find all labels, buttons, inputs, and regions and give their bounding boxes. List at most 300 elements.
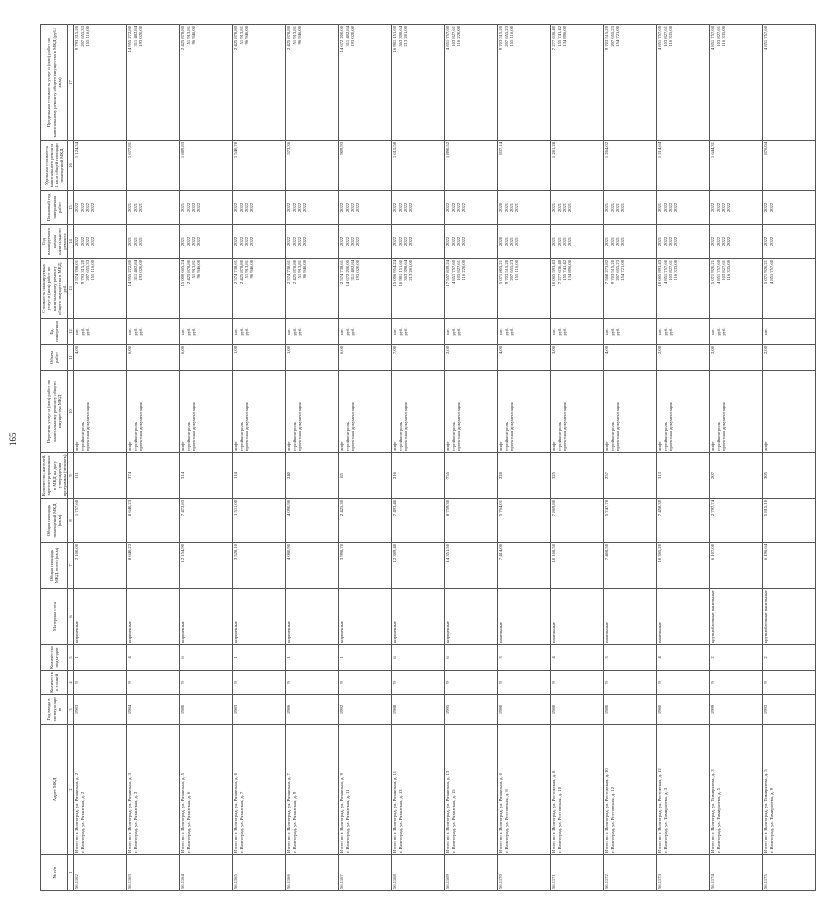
cell-line: 1986 bbox=[286, 704, 292, 715]
wall-material bbox=[763, 589, 816, 645]
cell-line: Итого по г. Волгоград, ул. Рязанская, д. 13 bbox=[445, 770, 451, 853]
cell-line: 10 365,20 bbox=[657, 544, 663, 563]
cell-line: лифт bbox=[392, 441, 398, 451]
cell-line: 1 bbox=[233, 656, 239, 659]
table-row bbox=[233, 25, 286, 891]
cell-line: 7,00 bbox=[392, 346, 398, 355]
floor-count bbox=[498, 671, 551, 695]
cell-line: 2022 bbox=[726, 202, 732, 213]
cell-line: лифт bbox=[127, 441, 133, 451]
floor-count bbox=[286, 671, 339, 695]
column-number: 15 bbox=[68, 191, 74, 225]
row-address bbox=[657, 725, 710, 855]
cost-list bbox=[339, 259, 392, 319]
cell-line: г. Волгоград, ул. Рязанская, д. 9 bbox=[291, 791, 297, 853]
wall-material bbox=[233, 589, 286, 645]
wall-material bbox=[74, 589, 127, 645]
cell-line: шт. bbox=[445, 328, 451, 335]
table-header-row bbox=[41, 25, 68, 891]
cell-line: 4 bbox=[657, 656, 663, 659]
cell-line: 363 398,64 bbox=[397, 26, 403, 47]
floor-count bbox=[763, 671, 816, 695]
cell-line: 4,00 bbox=[74, 346, 80, 355]
row-address bbox=[286, 725, 339, 855]
cell-line: стройконтроль bbox=[291, 422, 297, 451]
cell-line: 6 107,00 bbox=[710, 544, 716, 561]
total-area bbox=[445, 543, 498, 589]
cell-line: руб. bbox=[350, 327, 356, 336]
cell-line: 56.1162 bbox=[74, 874, 80, 889]
cell-line: лифт bbox=[551, 441, 557, 451]
total-area bbox=[763, 543, 816, 589]
cell-line: г. Волгоград, ул. Тимирязева, д. 3 bbox=[662, 787, 668, 853]
work-volume bbox=[763, 345, 816, 371]
cell-line: г. Волгоград, ул. Рязанская, д. 15 bbox=[450, 789, 456, 853]
table-row bbox=[286, 25, 339, 891]
cell-line: стройконтроль bbox=[609, 422, 615, 451]
cell-line: 2022 bbox=[397, 236, 403, 247]
cell-line: 56.1175 bbox=[763, 874, 769, 889]
cell-line: стройконтроль bbox=[397, 422, 403, 451]
cell-line: кирпичные bbox=[233, 621, 239, 643]
commission-year bbox=[286, 695, 339, 725]
cell-line: 56.1167 bbox=[339, 874, 345, 889]
cell-line: 2022 bbox=[662, 202, 668, 213]
cell-line: 6 196,64 bbox=[763, 544, 769, 561]
cell-line: 2021 bbox=[503, 236, 509, 247]
cost-list bbox=[710, 259, 763, 319]
total-area bbox=[74, 543, 127, 589]
cell-line: проектная документация bbox=[456, 402, 462, 451]
cell-line: 2 574 738,61 bbox=[339, 260, 345, 285]
end-year-list bbox=[339, 191, 392, 225]
start-year-list bbox=[339, 225, 392, 259]
cell-line: г. Волгоград, ул. Тимирязева, д. 5 bbox=[715, 787, 721, 853]
cell-line: 1,00 bbox=[286, 346, 292, 355]
cell-line: руб. bbox=[715, 327, 721, 336]
entrance-count bbox=[445, 645, 498, 671]
cell-line: 2022 bbox=[350, 202, 356, 213]
cell-line: 9 bbox=[657, 681, 663, 684]
specific-cost bbox=[710, 141, 763, 191]
cell-line: 837,14 bbox=[498, 142, 504, 155]
cell-line: стройконтроль bbox=[450, 422, 456, 451]
cell-line: 2022 bbox=[185, 236, 191, 247]
unit-list bbox=[445, 319, 498, 345]
cell-line: 2022 bbox=[673, 236, 679, 247]
limit-cost-list bbox=[180, 25, 233, 141]
cell-line: 2022 bbox=[74, 236, 80, 247]
cell-line: 56.1171 bbox=[551, 874, 557, 889]
cell-line: крупноблочные панельные bbox=[710, 590, 716, 643]
cell-line: 207 bbox=[710, 472, 716, 479]
start-year-list bbox=[180, 225, 233, 259]
cell-line: 2 425 878,80 bbox=[291, 260, 297, 285]
cell-line: 9 bbox=[498, 681, 504, 684]
specific-cost bbox=[127, 141, 180, 191]
cell-line: 2021 bbox=[138, 202, 144, 213]
limit-cost-list bbox=[339, 25, 392, 141]
cell-line: шт. bbox=[286, 328, 292, 335]
cell-line: 2022 bbox=[339, 202, 345, 213]
unit-list bbox=[127, 319, 180, 345]
start-year-list bbox=[604, 225, 657, 259]
cell-line: 3,00 bbox=[551, 346, 557, 355]
commission-year bbox=[127, 695, 180, 725]
start-year-list bbox=[657, 225, 710, 259]
cell-line: 4 090,90 bbox=[286, 500, 292, 517]
cell-line: 2021 bbox=[604, 202, 610, 213]
cell-line: 311 482,84 bbox=[350, 260, 356, 281]
cell-line: 6,00 bbox=[127, 346, 133, 355]
cell-line: 7 414,00 bbox=[498, 544, 504, 561]
cell-line: руб. bbox=[79, 327, 85, 336]
cell-line: 7 869,80 bbox=[551, 500, 557, 517]
cell-line: 1984 bbox=[127, 704, 133, 715]
cell-line: 1 281,28 bbox=[551, 142, 557, 159]
cell-line: шт. bbox=[339, 328, 345, 335]
cell-line: 216 bbox=[392, 472, 398, 479]
cell-line: 4 851 757,60 bbox=[445, 26, 451, 51]
limit-cost-list bbox=[763, 25, 816, 141]
commission-year bbox=[551, 695, 604, 725]
cell-line: 1980 bbox=[551, 704, 557, 715]
cell-line: шт. bbox=[127, 328, 133, 335]
end-year-list bbox=[710, 191, 763, 225]
cell-line: 2021 bbox=[138, 236, 144, 247]
table-row bbox=[339, 25, 392, 891]
entrance-count bbox=[710, 645, 763, 671]
premises-area bbox=[498, 499, 551, 543]
cell-line: 2022 bbox=[445, 202, 451, 213]
column-number: 5 bbox=[68, 645, 74, 671]
work-list bbox=[286, 371, 339, 453]
work-list bbox=[710, 371, 763, 453]
cost-list bbox=[127, 259, 180, 319]
row-number bbox=[551, 855, 604, 891]
cell-line: 314 bbox=[180, 472, 186, 479]
floor-count bbox=[657, 671, 710, 695]
cell-line: стройконтроль bbox=[185, 422, 191, 451]
cell-line: 2022 bbox=[355, 236, 361, 247]
cell-line: 2022 bbox=[90, 202, 96, 213]
wall-material bbox=[286, 589, 339, 645]
column-header: Общая площадь МКД, всего (кв.м) bbox=[41, 543, 68, 589]
cell-line: лифт bbox=[286, 441, 292, 451]
cell-line: 207 655,23 bbox=[509, 260, 515, 281]
cell-line: 1 124,54 bbox=[74, 142, 80, 159]
cell-line: 17 557 839,24 bbox=[445, 260, 451, 287]
cell-line: г. Волгоград, ул. Рязанская, д. 11 bbox=[344, 789, 350, 853]
cell-line: 2022 bbox=[763, 202, 769, 213]
cell-line: руб. bbox=[668, 327, 674, 336]
cell-line: 2 425 878,80 bbox=[180, 26, 186, 51]
cell-line: 12 154,90 bbox=[180, 544, 186, 563]
cell-line: 2021 bbox=[657, 236, 663, 247]
start-year-list bbox=[233, 225, 286, 259]
wall-material bbox=[445, 589, 498, 645]
cell-line: 1983 bbox=[74, 704, 80, 715]
work-volume bbox=[233, 345, 286, 371]
cell-line: 10 168,50 bbox=[551, 544, 557, 563]
entrance-count bbox=[233, 645, 286, 671]
cell-line: 7 493,40 bbox=[392, 500, 398, 517]
end-year-list bbox=[127, 191, 180, 225]
cell-line: лифт bbox=[657, 441, 663, 451]
cell-line: руб. bbox=[615, 327, 621, 336]
cell-line: 7 277 636,40 bbox=[551, 26, 557, 51]
cell-line: 2022 bbox=[668, 236, 674, 247]
cell-line: кирпичные bbox=[127, 621, 133, 643]
row-number bbox=[392, 855, 445, 891]
unit-list bbox=[286, 319, 339, 345]
cell-line: шт. bbox=[604, 328, 610, 335]
entrance-count bbox=[604, 645, 657, 671]
limit-cost-list bbox=[74, 25, 127, 141]
total-area bbox=[551, 543, 604, 589]
cell-line: 1 bbox=[286, 656, 292, 659]
cell-line: 2021 bbox=[567, 202, 573, 213]
cell-line: 1980 bbox=[180, 704, 186, 715]
cell-line: лифт bbox=[763, 441, 769, 451]
cell-line: 2021 bbox=[551, 236, 557, 247]
cell-line: 56.1170 bbox=[498, 874, 504, 889]
cell-line: 311 482,84 bbox=[132, 26, 138, 47]
column-header: Количество подъездов bbox=[41, 645, 68, 671]
cell-line: руб. bbox=[562, 327, 568, 336]
work-list bbox=[657, 371, 710, 453]
entrance-count bbox=[339, 645, 392, 671]
unit-list bbox=[233, 319, 286, 345]
cell-line: 2022 bbox=[662, 236, 668, 247]
cell-line: кирпичные bbox=[339, 621, 345, 643]
cell-line: 2021 bbox=[127, 236, 133, 247]
cell-line: 2021 bbox=[615, 236, 621, 247]
cell-line: 193 020,00 bbox=[350, 26, 356, 47]
cell-line: 2022 bbox=[233, 236, 239, 247]
cell-line: 10 065 891,43 bbox=[657, 260, 663, 287]
cell-line: Итого по г. Волгоград, ул. Ростовская, д. 10 bbox=[604, 768, 610, 853]
cell-line: 2022 bbox=[85, 202, 91, 213]
start-year-list bbox=[445, 225, 498, 259]
column-number: 16 bbox=[68, 141, 74, 191]
cell-line: проектная документация bbox=[509, 402, 515, 451]
cell-line: 111 bbox=[74, 472, 80, 479]
cell-line: 1 757,68 bbox=[74, 500, 80, 517]
cell-line: 2022 bbox=[403, 236, 409, 247]
cell-line: 2022 bbox=[286, 236, 292, 247]
cell-line: руб. bbox=[556, 327, 562, 336]
cell-line: 2022 bbox=[302, 202, 308, 213]
entrance-count bbox=[763, 645, 816, 671]
column-number: 3 bbox=[68, 695, 74, 725]
residents-count bbox=[657, 453, 710, 499]
cell-line: 14 955 272,80 bbox=[127, 26, 133, 53]
cell-line: 103 827,61 bbox=[715, 26, 721, 47]
cell-line: проектная документация bbox=[562, 402, 568, 451]
unit-list bbox=[498, 319, 551, 345]
total-area bbox=[498, 543, 551, 589]
cell-line: 573,36 bbox=[286, 142, 292, 155]
commission-year bbox=[339, 695, 392, 725]
cell-line: 155 116,00 bbox=[85, 26, 91, 47]
cost-list bbox=[498, 259, 551, 319]
work-list bbox=[498, 371, 551, 453]
cell-line: кирпичные bbox=[180, 621, 186, 643]
work-volume bbox=[286, 345, 339, 371]
commission-year bbox=[180, 695, 233, 725]
cell-line: 4 851 757,60 bbox=[710, 26, 716, 51]
residents-count bbox=[286, 453, 339, 499]
column-header: Предельная стоимость услуг и (или) работ по капитальному ремонту общего имущества в МКД (руб./кв.м) bbox=[41, 25, 68, 141]
cell-line: 155 116,00 bbox=[509, 26, 515, 47]
cell-line: 6,00 bbox=[180, 346, 186, 355]
cell-line: 193 020,00 bbox=[355, 260, 361, 281]
cell-line: 56.1174 bbox=[710, 874, 716, 889]
column-header: Плановый год завершения работ bbox=[41, 191, 68, 225]
cell-line: Итого по г. Волгоград, ул. Рязанская, д. 11 bbox=[392, 770, 398, 853]
cell-line: 2022 bbox=[238, 236, 244, 247]
end-year-list bbox=[74, 191, 127, 225]
cell-line: г. Волгоград, ул. Рязанская, д. 13 bbox=[397, 789, 403, 853]
column-header: Удельная стоимость капитального ремонта 1 кв.м общей площади помещений МКД bbox=[41, 141, 68, 191]
row-address bbox=[498, 725, 551, 855]
end-year-list bbox=[445, 191, 498, 225]
cell-line: 14 351,50 bbox=[445, 544, 451, 563]
limit-cost-list bbox=[286, 25, 339, 141]
cell-line: шт. bbox=[74, 328, 80, 335]
specific-cost bbox=[286, 141, 339, 191]
cell-line: 2021 bbox=[567, 236, 573, 247]
row-address bbox=[74, 725, 127, 855]
cell-line: 2022 bbox=[191, 202, 197, 213]
column-number: 13 bbox=[68, 259, 74, 319]
cell-line: стройконтроль bbox=[79, 422, 85, 451]
table-row bbox=[604, 25, 657, 891]
end-year-list bbox=[233, 191, 286, 225]
cell-line: 154 721,00 bbox=[620, 260, 626, 281]
specific-cost bbox=[657, 141, 710, 191]
cell-line: 116 335,00 bbox=[673, 260, 679, 281]
cost-list bbox=[286, 259, 339, 319]
cell-line: 9 703 515,20 bbox=[609, 260, 615, 285]
start-year-list bbox=[127, 225, 180, 259]
cell-line: 2021 bbox=[514, 236, 520, 247]
cell-line: шт. bbox=[233, 328, 239, 335]
cell-line: руб. bbox=[244, 327, 250, 336]
residents-count bbox=[127, 453, 180, 499]
cell-line: 96 946,00 bbox=[244, 26, 250, 45]
start-year-list bbox=[763, 225, 816, 259]
specific-cost bbox=[604, 141, 657, 191]
work-volume bbox=[127, 345, 180, 371]
commission-year bbox=[445, 695, 498, 725]
cell-line: 193 020,00 bbox=[138, 26, 144, 47]
row-address bbox=[233, 725, 286, 855]
unit-list bbox=[339, 319, 392, 345]
cell-line: 56.1165 bbox=[233, 874, 239, 889]
cell-line: Итого по г. Волгоград, ул. Тимирязева, д. 3 bbox=[710, 769, 716, 853]
column-header: Адрес МКД bbox=[41, 725, 68, 855]
residents-count bbox=[763, 453, 816, 499]
premises-area bbox=[74, 499, 127, 543]
start-year-list bbox=[286, 225, 339, 259]
start-year-list bbox=[392, 225, 445, 259]
cell-line: 3 bbox=[604, 656, 610, 659]
work-volume bbox=[74, 345, 127, 371]
work-volume bbox=[392, 345, 445, 371]
cell-line: 2022 bbox=[350, 236, 356, 247]
cell-line: 103 827,61 bbox=[668, 260, 674, 281]
cell-line: 2021 bbox=[562, 202, 568, 213]
cell-line: руб. bbox=[344, 327, 350, 336]
cost-list bbox=[763, 259, 816, 319]
cell-line: стройконтроль bbox=[132, 422, 138, 451]
cell-line: проектная документация bbox=[244, 402, 250, 451]
cost-list bbox=[74, 259, 127, 319]
cell-line: 9 bbox=[339, 681, 345, 684]
cell-line: 4,00 bbox=[498, 346, 504, 355]
floor-count bbox=[392, 671, 445, 695]
total-area bbox=[657, 543, 710, 589]
unit-list bbox=[180, 319, 233, 345]
cell-line: 2022 bbox=[244, 202, 250, 213]
cell-line: Итого по г. Волгоград, ул. Ростовская, д. 8 bbox=[551, 770, 557, 853]
cell-line: Итого по г. Волгоград, ул. Рязанская, д. 2 bbox=[74, 773, 80, 853]
cell-line: шт. bbox=[392, 328, 398, 335]
cell-line: 2022 bbox=[355, 202, 361, 213]
specific-cost bbox=[74, 141, 127, 191]
cell-line: 10 065 593,43 bbox=[551, 260, 557, 287]
cell-line: 9 bbox=[445, 681, 451, 684]
page-number: 165 bbox=[8, 432, 18, 446]
table-row bbox=[498, 25, 551, 891]
wall-material bbox=[127, 589, 180, 645]
cell-line: 325 bbox=[551, 472, 557, 479]
cell-line: руб. bbox=[191, 327, 197, 336]
row-address bbox=[551, 725, 604, 855]
specific-cost bbox=[763, 141, 816, 191]
cell-line: 56.1163 bbox=[127, 874, 133, 889]
entrance-count bbox=[286, 645, 339, 671]
cell-line: панельные bbox=[551, 622, 557, 643]
total-area bbox=[286, 543, 339, 589]
specific-cost bbox=[180, 141, 233, 191]
cell-line: 2021 bbox=[556, 236, 562, 247]
work-volume bbox=[498, 345, 551, 371]
cell-line: 14 672 200,00 bbox=[344, 260, 350, 287]
cell-line: 2020 bbox=[498, 202, 504, 213]
residents-count bbox=[74, 453, 127, 499]
cell-line: 2 797,74 bbox=[710, 500, 716, 517]
column-number: 17 bbox=[68, 25, 74, 141]
cell-line: 2022 bbox=[408, 202, 414, 213]
specific-cost bbox=[551, 141, 604, 191]
cell-line: г. Волгоград, ул. Рязанская, д. 7 bbox=[238, 791, 244, 853]
cell-line: лифт bbox=[339, 441, 345, 451]
cell-line: проектная документация bbox=[668, 402, 674, 451]
cell-line: 2022 bbox=[233, 202, 239, 213]
cell-line: 2022 bbox=[244, 236, 250, 247]
end-year-list bbox=[286, 191, 339, 225]
cell-line: 1980 bbox=[657, 704, 663, 715]
cell-line: Итого по г. Волгоград, ул. Рязанская, д. 3 bbox=[127, 773, 133, 853]
entrance-count bbox=[657, 645, 710, 671]
wall-material bbox=[180, 589, 233, 645]
cell-line: 2022 bbox=[249, 236, 255, 247]
cell-line: кирпичные bbox=[286, 621, 292, 643]
cell-line: 51 913,81 bbox=[297, 260, 303, 279]
